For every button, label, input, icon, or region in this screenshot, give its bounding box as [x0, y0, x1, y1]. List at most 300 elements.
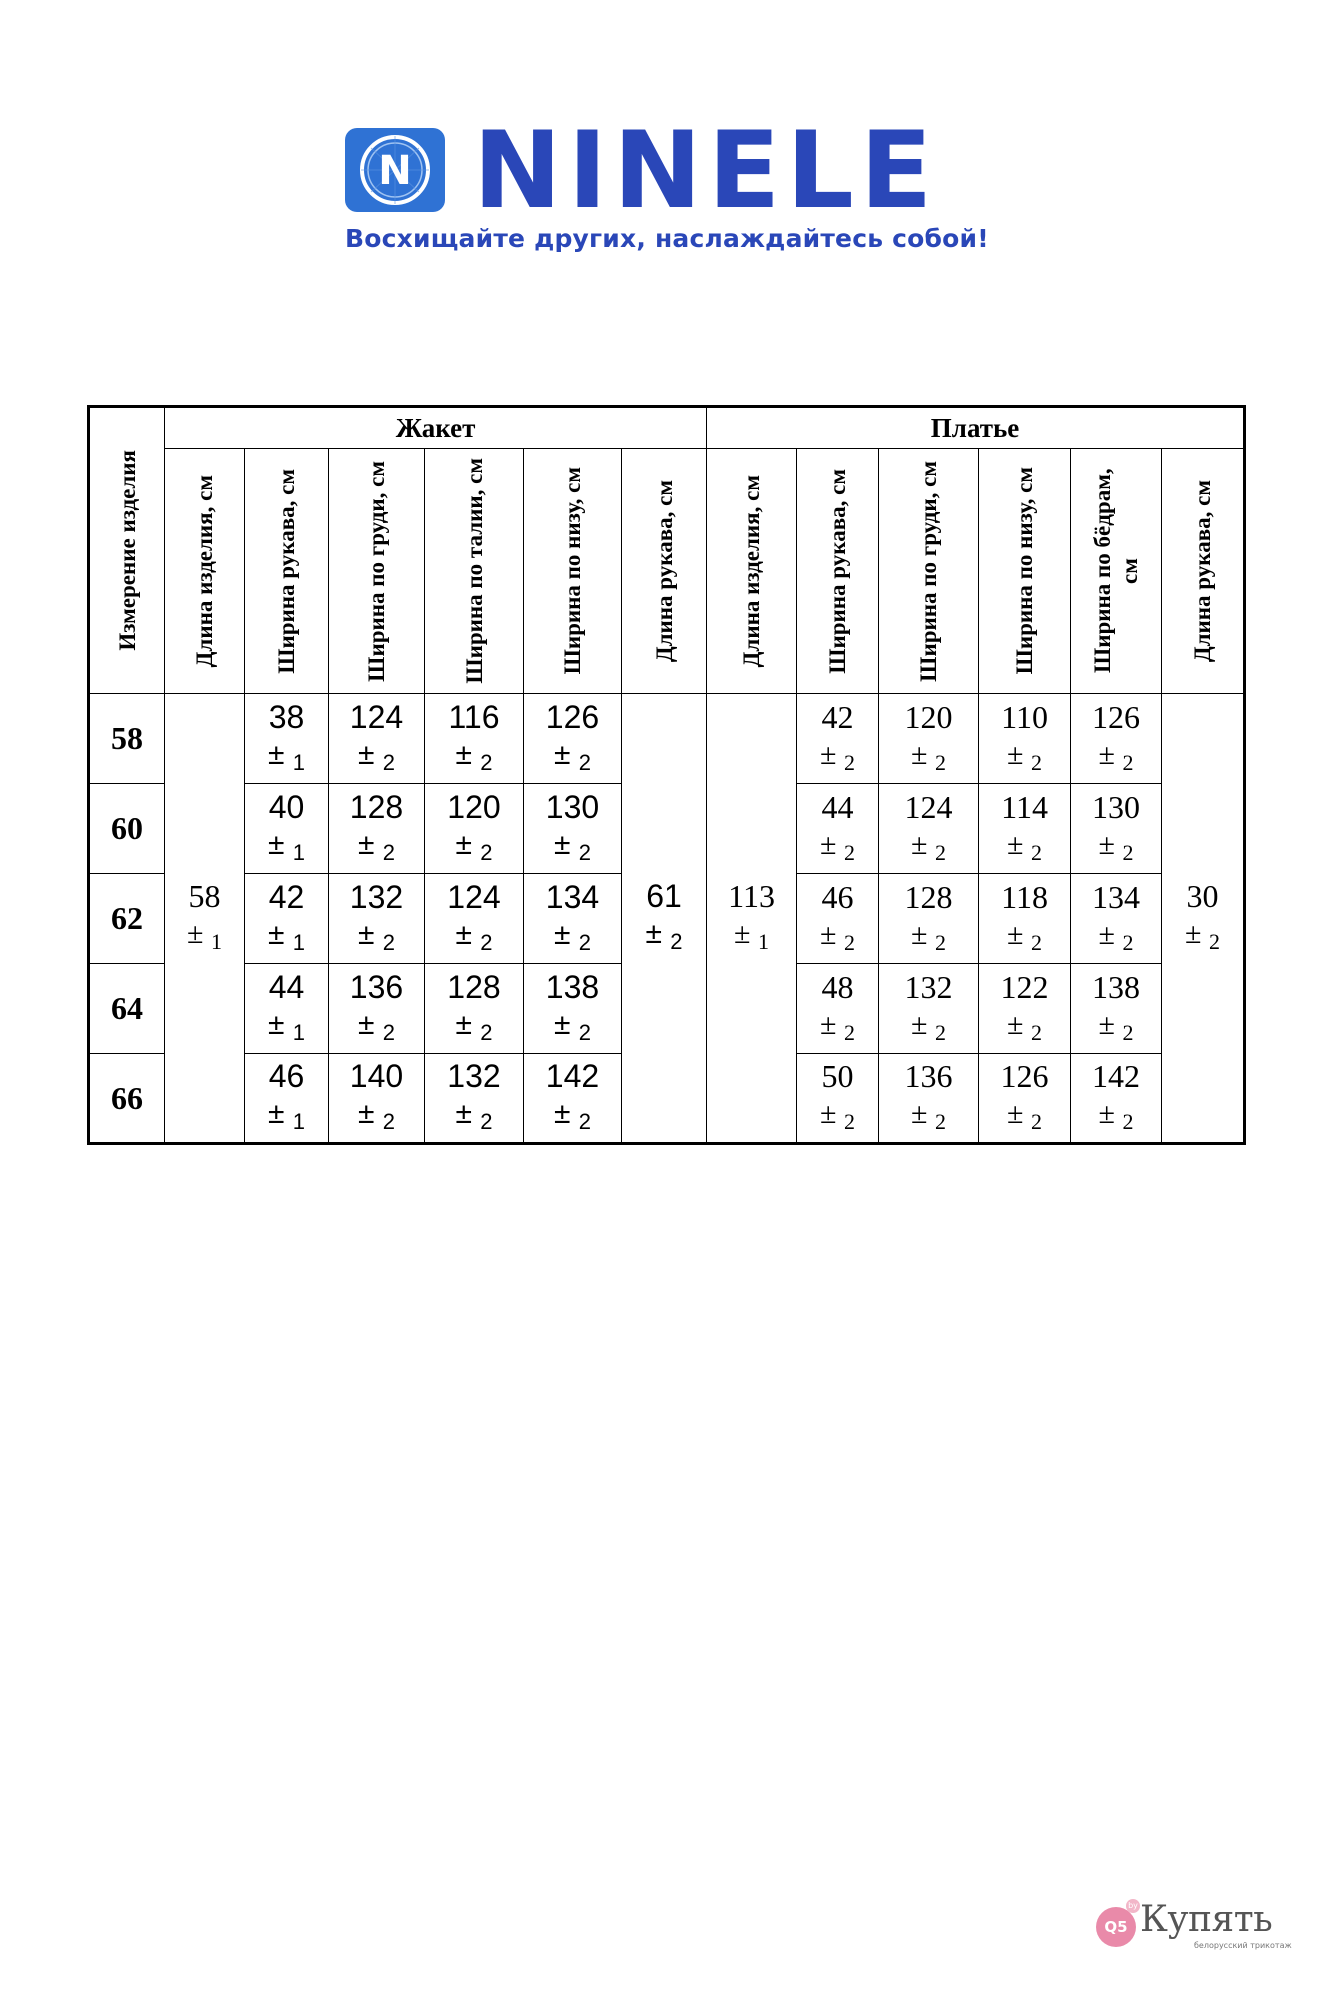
- measurement-tolerance: [524, 1096, 621, 1140]
- watermark-logo: [1088, 1895, 1292, 1955]
- measurement-value: [425, 697, 523, 781]
- measurement-value: [707, 876, 796, 960]
- tolerance-number: 2: [1122, 839, 1134, 865]
- measurement-number: 120: [447, 788, 501, 825]
- measurement-tolerance: [622, 916, 706, 960]
- table-cell: [329, 1054, 425, 1144]
- measurement-value: [879, 877, 978, 961]
- measurement-value: [329, 877, 424, 961]
- table-cell: [245, 874, 329, 964]
- table-cell: [245, 964, 329, 1054]
- measurement-value: [1162, 876, 1243, 960]
- row-size-label: 66: [89, 1054, 165, 1144]
- measurement-value: [1071, 877, 1161, 961]
- measurement-tolerance: [165, 916, 244, 960]
- measurement-tolerance: [979, 1096, 1070, 1140]
- tolerance-number: 2: [844, 1019, 856, 1045]
- measurement-number: 134: [545, 878, 600, 915]
- plus-minus-sign: ±: [455, 737, 472, 771]
- plus-minus-sign: ±: [357, 827, 375, 861]
- table-cell: [1071, 964, 1162, 1054]
- column-label: Ширина рукава, см: [274, 468, 299, 674]
- plus-minus-sign: ±: [357, 1007, 375, 1041]
- table-cell: [425, 964, 524, 1054]
- measurement-tolerance: [979, 1007, 1070, 1051]
- table-body: [89, 694, 1245, 1144]
- tolerance-number: 2: [935, 1019, 947, 1045]
- measurement-number: 46: [268, 1058, 305, 1094]
- measurement-tolerance: [797, 1096, 878, 1140]
- table-cell: [245, 694, 329, 784]
- brand-slogan: Восхищайте других, наслаждайтесь собой!: [345, 224, 989, 253]
- measurement-value: [245, 787, 328, 871]
- column-header-d-sleeve-w: [797, 449, 879, 694]
- tolerance-number: 2: [1031, 1019, 1043, 1045]
- table-row: [89, 694, 1245, 784]
- measurement-value: [329, 787, 424, 871]
- plus-minus-sign: ±: [911, 917, 928, 951]
- measurement-value: [425, 1056, 523, 1140]
- table-cell: [879, 964, 979, 1054]
- measurement-number: 132: [904, 968, 953, 1005]
- measurement-tolerance: [245, 827, 328, 871]
- column-label: Ширина по низу, см: [560, 467, 585, 675]
- table-cell: [979, 784, 1071, 874]
- column-label: Ширина по груди, см: [364, 460, 389, 682]
- measurement-number: 128: [349, 788, 404, 825]
- measurement-value: [524, 967, 621, 1051]
- measurement-number: 126: [545, 698, 600, 735]
- tolerance-number: 2: [578, 1019, 592, 1045]
- measurement-tolerance: [1071, 1096, 1161, 1140]
- table-cell: [979, 1054, 1071, 1144]
- column-label: Ширина по груди, см: [916, 460, 942, 682]
- measurement-number: 124: [349, 698, 404, 735]
- table-cell: [797, 1054, 879, 1144]
- measurement-number: 142: [1092, 1058, 1141, 1094]
- table-cell: [1071, 784, 1162, 874]
- measurement-number: 138: [545, 968, 600, 1005]
- table-cell: [879, 694, 979, 784]
- plus-minus-sign: ±: [1098, 737, 1116, 771]
- measurement-number: 130: [1092, 788, 1141, 825]
- column-label: Ширина рукава, см: [825, 468, 851, 674]
- tolerance-number: 2: [935, 929, 947, 955]
- column-label: Длина рукава, см: [1190, 479, 1216, 663]
- measurement-tolerance: [425, 737, 523, 781]
- plus-minus-sign: ±: [455, 827, 472, 861]
- measurement-number: 132: [447, 1058, 501, 1094]
- plus-minus-sign: ±: [911, 737, 928, 771]
- tolerance-number: 2: [844, 929, 856, 955]
- watermark-subtitle: белорусский трикотаж: [1194, 1941, 1292, 1950]
- tolerance-number: 2: [382, 1109, 396, 1134]
- plus-minus-sign: ±: [645, 917, 662, 950]
- column-header-j-waist: [425, 449, 524, 694]
- brand-logo: [345, 109, 989, 258]
- column-header-d-hem: [979, 449, 1071, 694]
- plus-minus-sign: ±: [357, 737, 375, 771]
- measurement-tolerance: [1071, 917, 1161, 961]
- table-cell: [879, 874, 979, 964]
- table-cell: [425, 1054, 524, 1144]
- plus-minus-sign: ±: [455, 1097, 472, 1130]
- tolerance-number: 2: [480, 1109, 493, 1134]
- tolerance-number: 2: [1122, 929, 1134, 955]
- measurement-value: [1071, 787, 1161, 871]
- measurement-value: [797, 877, 878, 961]
- measurement-tolerance: [329, 1007, 424, 1051]
- column-header-j-hem: [524, 449, 622, 694]
- plus-minus-sign: ±: [1098, 827, 1116, 861]
- brand-emblem-letter: N: [378, 148, 412, 194]
- measurement-value: [797, 1056, 878, 1140]
- measurement-tolerance: [879, 1096, 978, 1140]
- tolerance-number: 1: [292, 1019, 306, 1045]
- plus-minus-sign: ±: [911, 1097, 928, 1130]
- measurement-number: 44: [268, 968, 305, 1005]
- measurement-number: 40: [268, 788, 305, 825]
- measurement-value: [979, 1056, 1070, 1140]
- column-header-d-sleeve-len: [1162, 449, 1245, 694]
- measurement-value: [979, 787, 1070, 871]
- table-cell: [329, 694, 425, 784]
- measurement-tolerance: [524, 1007, 621, 1051]
- tolerance-number: 2: [1031, 749, 1043, 775]
- plus-minus-sign: ±: [267, 1097, 285, 1130]
- measurement-value: [879, 787, 978, 871]
- measurement-number: 122: [1000, 968, 1049, 1005]
- table-cell: [879, 1054, 979, 1144]
- table-cell: [1071, 694, 1162, 784]
- measurement-number: 128: [904, 878, 953, 915]
- tolerance-number: 2: [382, 1019, 396, 1045]
- measurement-number: 58: [188, 878, 221, 914]
- measurement-number: 46: [821, 878, 854, 915]
- measurement-tolerance: [797, 1007, 878, 1051]
- measurement-tolerance: [1071, 737, 1161, 781]
- measurement-tolerance: [329, 827, 424, 871]
- measurement-number: 120: [904, 698, 953, 735]
- measurement-number: 132: [349, 878, 404, 915]
- watermark-badge-dot: by: [1126, 1899, 1140, 1913]
- table-cell: [797, 784, 879, 874]
- plus-minus-sign: ±: [267, 917, 285, 951]
- plus-minus-sign: ±: [1007, 917, 1024, 951]
- table-cell: [1071, 1054, 1162, 1144]
- tolerance-number: 2: [382, 929, 396, 955]
- plus-minus-sign: ±: [267, 827, 285, 861]
- corner-label: Измерение изделия: [114, 450, 140, 651]
- plus-minus-sign: ±: [911, 827, 928, 861]
- tolerance-number: 2: [382, 749, 396, 775]
- measurement-value: [797, 967, 878, 1051]
- tolerance-number: 2: [1122, 749, 1134, 775]
- measurement-number: 124: [447, 878, 501, 915]
- table-cell: [329, 784, 425, 874]
- tolerance-number: 2: [480, 929, 493, 955]
- tolerance-number: 2: [578, 749, 592, 775]
- measurement-tolerance: [245, 917, 328, 961]
- measurement-number: 118: [1001, 878, 1048, 915]
- tolerance-number: 2: [480, 749, 493, 775]
- measurement-number: 136: [904, 1058, 953, 1094]
- tolerance-number: 2: [578, 929, 592, 955]
- plus-minus-sign: ±: [553, 737, 571, 771]
- tolerance-number: 2: [382, 839, 396, 865]
- plus-minus-sign: ±: [1007, 1097, 1024, 1130]
- column-header-row: [89, 449, 1245, 694]
- tolerance-number: 2: [670, 929, 683, 954]
- tolerance-number: 1: [210, 929, 222, 954]
- measurement-tolerance: [425, 1007, 523, 1051]
- table-cell: [797, 874, 879, 964]
- plus-minus-sign: ±: [820, 737, 837, 771]
- measurement-number: 48: [821, 968, 854, 1005]
- plus-minus-sign: ±: [1098, 917, 1116, 951]
- tolerance-number: 2: [844, 749, 856, 775]
- measurement-value: [879, 697, 978, 781]
- measurement-value: [329, 697, 424, 781]
- tolerance-number: 2: [578, 839, 592, 865]
- table-cell: [329, 874, 425, 964]
- plus-minus-sign: ±: [267, 1007, 285, 1041]
- measurement-tolerance: [879, 1007, 978, 1051]
- column-label: Ширина по бёдрам, см: [1090, 468, 1143, 674]
- measurement-value: [245, 697, 328, 781]
- watermark-badge: Q5: [1096, 1907, 1136, 1947]
- column-label: Длина изделия, см: [192, 474, 217, 668]
- measurement-value: [797, 787, 878, 871]
- measurement-value: [1071, 697, 1161, 781]
- measurement-number: 38: [268, 698, 305, 735]
- merged-cell-d-sleeve-len: [1162, 694, 1245, 1144]
- table-cell: [524, 784, 622, 874]
- measurement-value: [165, 876, 244, 960]
- table-cell: [425, 784, 524, 874]
- measurement-number: 116: [448, 698, 500, 735]
- measurement-value: [524, 787, 621, 871]
- measurement-number: 42: [268, 878, 305, 915]
- measurement-number: 30: [1186, 878, 1219, 914]
- measurement-tolerance: [329, 737, 424, 781]
- tolerance-number: 2: [1209, 929, 1221, 954]
- measurement-tolerance: [245, 737, 328, 781]
- table-cell: [797, 694, 879, 784]
- plus-minus-sign: ±: [1098, 1007, 1116, 1041]
- tolerance-number: 1: [292, 749, 306, 775]
- plus-minus-sign: ±: [820, 917, 837, 951]
- measurement-value: [979, 967, 1070, 1051]
- measurement-value: [425, 967, 523, 1051]
- row-size-label: 60: [89, 784, 165, 874]
- merged-cell-j-len: [165, 694, 245, 1144]
- column-header-j-sleeve-len: [622, 449, 707, 694]
- plus-minus-sign: ±: [820, 827, 837, 861]
- measurement-tolerance: [1071, 827, 1161, 871]
- measurement-value: [524, 877, 621, 961]
- measurement-tolerance: [425, 917, 523, 961]
- tolerance-number: 2: [935, 749, 947, 775]
- measurement-number: 44: [821, 788, 854, 825]
- measurement-tolerance: [245, 1096, 328, 1140]
- column-label: Ширина по талии, см: [461, 458, 487, 684]
- measurement-number: 124: [904, 788, 953, 825]
- measurement-value: [425, 877, 523, 961]
- plus-minus-sign: ±: [1007, 737, 1024, 771]
- table-cell: [879, 784, 979, 874]
- row-size-label: 64: [89, 964, 165, 1054]
- measurement-tolerance: [707, 916, 796, 960]
- merged-cell-j-sleeve-len: [622, 694, 707, 1144]
- corner-header: [89, 407, 165, 694]
- measurement-tolerance: [879, 917, 978, 961]
- measurement-number: 126: [1092, 698, 1141, 735]
- row-size-label: 58: [89, 694, 165, 784]
- plus-minus-sign: ±: [553, 1007, 571, 1041]
- measurement-value: [797, 697, 878, 781]
- measurement-value: [524, 1056, 621, 1140]
- column-label: Длина изделия, см: [739, 474, 765, 668]
- measurement-value: [979, 877, 1070, 961]
- plus-minus-sign: ±: [455, 1007, 472, 1041]
- table-cell: [425, 874, 524, 964]
- measurement-number: 110: [1001, 698, 1048, 735]
- measurement-tolerance: [329, 1096, 424, 1140]
- measurement-value: [524, 697, 621, 781]
- tolerance-number: 2: [578, 1109, 592, 1134]
- plus-minus-sign: ±: [734, 917, 751, 950]
- tolerance-number: 2: [844, 1109, 856, 1134]
- measurement-value: [979, 697, 1070, 781]
- tolerance-number: 2: [844, 839, 856, 865]
- table-cell: [245, 784, 329, 874]
- table-cell: [524, 964, 622, 1054]
- tolerance-number: 2: [935, 839, 947, 865]
- column-label: Ширина по низу, см: [1012, 467, 1038, 675]
- measurement-number: 142: [545, 1058, 600, 1094]
- brand-emblem-icon: [345, 128, 445, 212]
- plus-minus-sign: ±: [1098, 1097, 1116, 1130]
- measurement-number: 113: [728, 878, 775, 914]
- tolerance-number: 2: [1031, 929, 1043, 955]
- table-cell: [425, 694, 524, 784]
- measurement-number: 138: [1092, 968, 1141, 1005]
- plus-minus-sign: ±: [553, 1097, 571, 1130]
- measurement-number: 50: [821, 1058, 854, 1094]
- measurement-value: [425, 787, 523, 871]
- plus-minus-sign: ±: [1007, 1007, 1024, 1041]
- column-header-d-len: [707, 449, 797, 694]
- column-header-d-chest: [879, 449, 979, 694]
- measurement-value: [329, 1056, 424, 1140]
- measurement-tolerance: [979, 917, 1070, 961]
- table-cell: [979, 694, 1071, 784]
- measurement-number: 42: [821, 698, 854, 735]
- measurement-number: 128: [447, 968, 501, 1005]
- tolerance-number: 2: [1122, 1019, 1134, 1045]
- measurement-value: [879, 1056, 978, 1140]
- tolerance-number: 2: [1122, 1109, 1134, 1134]
- brand-name: NINELE: [473, 109, 939, 232]
- table-cell: [524, 694, 622, 784]
- table-cell: [524, 874, 622, 964]
- measurement-tolerance: [1162, 916, 1243, 960]
- measurement-tolerance: [879, 827, 978, 871]
- plus-minus-sign: ±: [911, 1007, 928, 1041]
- column-label: Длина рукава, см: [651, 479, 677, 663]
- measurement-value: [1071, 1056, 1161, 1140]
- measurement-tolerance: [524, 917, 621, 961]
- group-header-jacket: Жакет: [165, 407, 707, 449]
- plus-minus-sign: ±: [267, 737, 285, 771]
- tolerance-number: 2: [1031, 1109, 1043, 1134]
- measurement-tolerance: [797, 917, 878, 961]
- row-size-label: 62: [89, 874, 165, 964]
- tolerance-number: 1: [292, 929, 306, 955]
- tolerance-number: 2: [480, 1019, 493, 1045]
- measurement-tolerance: [524, 737, 621, 781]
- measurement-value: [1071, 967, 1161, 1051]
- group-header-dress: Платье: [707, 407, 1245, 449]
- table-cell: [329, 964, 425, 1054]
- measurement-tolerance: [797, 737, 878, 781]
- merged-cell-d-len: [707, 694, 797, 1144]
- tolerance-number: 1: [292, 839, 306, 865]
- table-cell: [524, 1054, 622, 1144]
- plus-minus-sign: ±: [1007, 827, 1024, 861]
- measurement-tolerance: [879, 737, 978, 781]
- table-cell: [979, 874, 1071, 964]
- tolerance-number: 2: [935, 1109, 947, 1134]
- watermark-name: Купять: [1140, 1899, 1273, 1940]
- column-header-d-hips: [1071, 449, 1162, 694]
- table-cell: [1071, 874, 1162, 964]
- measurement-value: [245, 967, 328, 1051]
- plus-minus-sign: ±: [553, 917, 571, 951]
- table-cell: [245, 1054, 329, 1144]
- column-header-j-sleeve-w: [245, 449, 329, 694]
- measurement-number: 130: [545, 788, 600, 825]
- plus-minus-sign: ±: [553, 827, 571, 861]
- measurement-tolerance: [245, 1007, 328, 1051]
- measurement-number: 61: [646, 878, 682, 914]
- measurement-value: [245, 1056, 328, 1140]
- measurement-tolerance: [524, 827, 621, 871]
- plus-minus-sign: ±: [187, 917, 204, 950]
- measurement-value: [245, 877, 328, 961]
- measurement-tolerance: [425, 827, 523, 871]
- measurement-number: 140: [349, 1058, 404, 1094]
- plus-minus-sign: ±: [357, 917, 375, 951]
- tolerance-number: 2: [480, 839, 493, 865]
- measurement-tolerance: [329, 917, 424, 961]
- plus-minus-sign: ±: [820, 1097, 837, 1130]
- column-header-j-chest: [329, 449, 425, 694]
- measurement-tolerance: [1071, 1007, 1161, 1051]
- tolerance-number: 1: [758, 929, 770, 954]
- tolerance-number: 2: [1031, 839, 1043, 865]
- plus-minus-sign: ±: [820, 1007, 837, 1041]
- tolerance-number: 1: [292, 1109, 306, 1134]
- measurement-number: 136: [349, 968, 404, 1005]
- measurement-tolerance: [797, 827, 878, 871]
- measurement-tolerance: [979, 827, 1070, 871]
- measurement-number: 114: [1001, 788, 1048, 825]
- plus-minus-sign: ±: [1185, 917, 1202, 950]
- measurement-number: 126: [1000, 1058, 1049, 1094]
- table-cell: [797, 964, 879, 1054]
